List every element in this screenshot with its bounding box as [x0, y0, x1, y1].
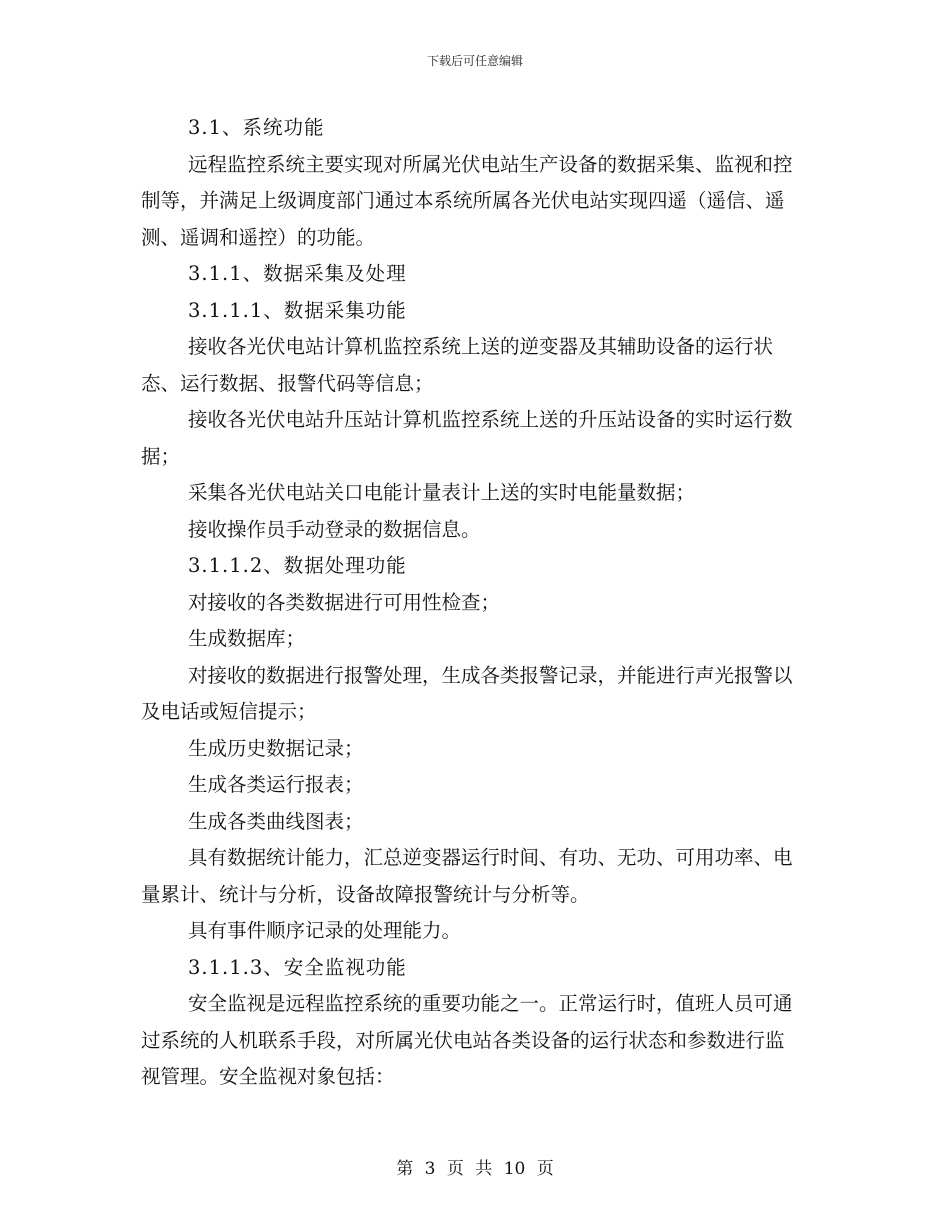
paragraph: 生成数据库； [188, 627, 306, 650]
paragraph: 生成各类运行报表； [188, 773, 364, 796]
paragraph: 安全监视是远程监控系统的重要功能之一。正常运行时，值班人员可通过系统的人机联系手段，对所属光伏电站各类设备的运行状态和参数进行监视管理。安全监视对象包括： [141, 992, 793, 1088]
subsubsection-heading: 3.1.1.2、数据处理功能 [188, 554, 407, 577]
page-number-footer: 第 3 页 共 10 页 [396, 1159, 554, 1179]
paragraph: 生成历史数据记录； [188, 736, 364, 760]
paragraph: 对接收的各类数据进行可用性检查； [188, 590, 501, 614]
paragraph: 生成各类曲线图表； [188, 809, 364, 833]
section-heading: 3.1、系统功能 [188, 116, 325, 139]
paragraph: 具有事件顺序记录的处理能力。 [188, 919, 462, 942]
document-body [141, 110, 801, 1096]
paragraph: 接收操作员手动登录的数据信息。 [188, 517, 481, 541]
paragraph: 接收各光伏电站升压站计算机监控系统上送的升压站设备的实时运行数据； [141, 408, 793, 468]
subsection-heading: 3.1.1、数据采集及处理 [188, 262, 407, 285]
paragraph: 具有数据统计能力，汇总逆变器运行时间、有功、无功、可用功率、电量累计、统计与分析，设备故障报警统计与分析等。 [141, 846, 793, 906]
paragraph: 接收各光伏电站计算机监控系统上送的逆变器及其辅助设备的运行状态、运行数据、报警代码等信息； [141, 335, 774, 395]
page-header: 下载后可任意编辑 [426, 54, 523, 68]
paragraph: 采集各光伏电站关口电能计量表计上送的实时电能量数据； [188, 481, 696, 504]
paragraph: 远程监控系统主要实现对所属光伏电站生产设备的数据采集、监视和控制等，并满足上级调度部门通过本系统所属各光伏电站实现四遥（遥信、遥测、遥调和遥控）的功能。 [141, 152, 793, 249]
subsubsection-heading: 3.1.1.3、安全监视功能 [188, 955, 407, 979]
paragraph: 对接收的数据进行报警处理，生成各类报警记录，并能进行声光报警以及电话或短信提示； [141, 663, 793, 723]
subsubsection-heading: 3.1.1.1、数据采集功能 [188, 298, 407, 322]
